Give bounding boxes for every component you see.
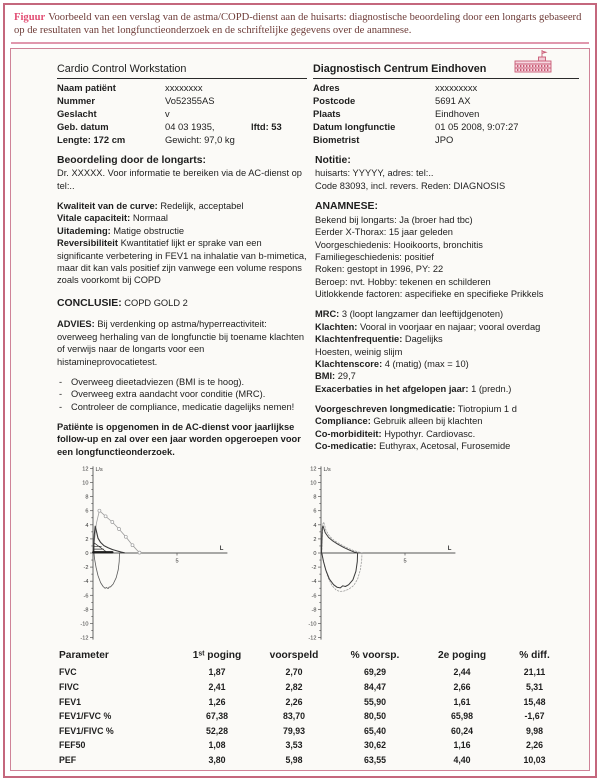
flow-volume-chart-first-attempt-vs-predicted xyxy=(69,461,237,647)
advice-section xyxy=(57,318,307,367)
mrc-label: BMI: xyxy=(315,371,336,382)
mrc-label: Exacerbaties in het afgelopen jaar: xyxy=(315,383,469,394)
mrc-value: Hoesten, weinig slijm xyxy=(315,346,403,357)
centre-info-list xyxy=(313,82,579,147)
medication-label: Voorgeschreven longmedicatie: xyxy=(315,403,456,414)
table-row xyxy=(59,682,564,692)
mrc-value: 3 (loopt langzamer dan leeftijdgenoten) xyxy=(341,309,504,320)
anamnese-line: Voorgeschiedenis: Hooikoorts, bronchitis xyxy=(315,239,483,250)
parameter-name: FVC xyxy=(59,667,77,678)
value-pct-predicted: 63,55 xyxy=(363,754,386,765)
field-value: xxxxxxxxx xyxy=(435,81,478,93)
field-value: v xyxy=(165,107,170,119)
advice-bullet xyxy=(57,401,307,413)
value-second-attempt: 1,16 xyxy=(453,740,471,751)
advice-bullet xyxy=(57,388,307,400)
value-first-attempt: 1,87 xyxy=(208,667,226,678)
advice-bullet xyxy=(57,376,307,388)
mrc-value: 4 (matig) (max = 10) xyxy=(384,358,469,369)
svg-text:4: 4 xyxy=(313,523,317,530)
svg-text:L: L xyxy=(447,546,452,553)
value-pct-predicted: 80,50 xyxy=(363,711,386,722)
value-second-attempt: 2,44 xyxy=(453,667,471,678)
value-pct-predicted: 65,40 xyxy=(363,725,386,736)
quality-line xyxy=(57,212,307,224)
patient-info-list xyxy=(57,82,307,147)
field-value: JPO xyxy=(435,133,454,145)
value-pct-predicted: 84,47 xyxy=(363,682,386,693)
value-second-attempt: 60,24 xyxy=(450,725,473,736)
note-line: huisarts: YYYYY, adres: tel:.. xyxy=(315,168,434,179)
advice-bullets xyxy=(57,376,307,413)
quality-line xyxy=(57,200,307,212)
value-pct-predicted: 69,29 xyxy=(363,667,386,678)
value-second-attempt: 4,40 xyxy=(453,754,471,765)
value-predicted: 3,53 xyxy=(285,740,303,751)
svg-text:12: 12 xyxy=(310,466,317,473)
value-first-attempt: 52,28 xyxy=(205,725,228,736)
medication-value: Euthyrax, Acetosal, Furosemide xyxy=(379,441,511,452)
col-header: % diff. xyxy=(519,650,550,662)
patient-info-row xyxy=(57,134,307,147)
svg-text:4: 4 xyxy=(85,523,89,530)
value-second-attempt: 2,66 xyxy=(453,682,471,693)
quality-line xyxy=(57,237,307,286)
mrc-value: 29,7 xyxy=(337,371,356,382)
advice-label: ADVIES: xyxy=(57,319,95,330)
svg-text:-6: -6 xyxy=(311,593,317,600)
medication-label: Compliance: xyxy=(315,416,371,427)
svg-text:10: 10 xyxy=(310,480,317,487)
medication-line xyxy=(315,403,579,415)
field-value: Eindhoven xyxy=(435,107,480,119)
svg-text:-12: -12 xyxy=(308,636,317,643)
col-header: % voorsp. xyxy=(350,650,400,662)
medication-line xyxy=(315,428,579,440)
field-value: 5691 AX xyxy=(435,94,471,106)
anamnese-line: Familiegeschiedenis: positief xyxy=(315,252,434,263)
patient-info-row xyxy=(57,82,307,95)
value-first-attempt: 1,08 xyxy=(208,740,226,751)
svg-text:L/s: L/s xyxy=(95,467,103,474)
medication-line xyxy=(315,440,579,452)
anamnese-line: Roken: gestopt in 1996, PY: 22 xyxy=(315,264,444,275)
field-value: xxxxxxxx xyxy=(165,81,203,93)
followup-paragraph: Patiënte is opgenomen in de AC-dienst voor jaarlijkse follow-up en zal over een jaar worden opgeroepen voor een longfunctieonderzoek. xyxy=(57,421,301,457)
svg-text:8: 8 xyxy=(85,495,89,502)
centre-info-row xyxy=(313,134,579,147)
parameter-name: FIVC xyxy=(59,682,80,693)
quality-value: Kwantitatief lijkt er sprake van een significante verbetering in FEV1 na inhalatie van b-mimetica, maar dit kan vals positief zijn vanwege een volume respons zoals voorkomt bij COPD xyxy=(57,238,307,286)
mrc-label: MRC: xyxy=(315,309,340,320)
curve-quality-section xyxy=(57,200,307,287)
parameter-name: PEF xyxy=(59,754,77,765)
figure-caption-label: Figuur xyxy=(14,12,46,23)
quality-value: Normaal xyxy=(132,213,168,224)
value-predicted: 2,82 xyxy=(285,682,303,693)
value-second-attempt: 1,61 xyxy=(453,696,471,707)
note-line: Code 83093, incl. revers. Reden: DIAGNOSIS xyxy=(315,180,506,191)
svg-text:-4: -4 xyxy=(83,579,89,586)
note-lines xyxy=(315,167,579,192)
svg-text:5: 5 xyxy=(403,558,407,565)
value-pct-diff: -1,67 xyxy=(524,711,545,722)
svg-text:-8: -8 xyxy=(311,607,317,614)
svg-text:-10: -10 xyxy=(308,621,317,628)
value-pct-predicted: 30,62 xyxy=(363,740,386,751)
centre-info-row xyxy=(313,108,579,121)
svg-text:L/s: L/s xyxy=(323,467,331,474)
flow-volume-charts xyxy=(69,461,579,647)
centre-title: Diagnostisch Centrum Eindhoven xyxy=(313,62,579,79)
field-label: Biometrist xyxy=(313,133,360,145)
flow-volume-chart-first-vs-second-attempt xyxy=(297,461,465,647)
field-extra xyxy=(251,134,307,147)
medication-section xyxy=(315,403,579,452)
right-column xyxy=(315,154,579,461)
svg-text:2: 2 xyxy=(85,537,89,544)
field-extra xyxy=(251,95,307,108)
svg-text:10: 10 xyxy=(82,480,89,487)
value-predicted: 2,26 xyxy=(285,696,303,707)
value-first-attempt: 67,38 xyxy=(205,711,228,722)
workstation-block xyxy=(57,62,307,147)
parameter-table-header xyxy=(59,650,564,661)
conclusion-label: CONCLUSIE: xyxy=(57,297,122,309)
mrc-value: Vooral in voorjaar en najaar; vooral overdag xyxy=(359,321,541,332)
value-first-attempt: 3,80 xyxy=(208,754,226,765)
anamnese-line: Bekend bij longarts: Ja (broer had tbc) xyxy=(315,214,473,225)
value-pct-diff: 10,03 xyxy=(523,754,546,765)
institution-logo xyxy=(513,49,553,75)
assessment-text: Dr. XXXXX. Voor informatie te bereiken via de AC-dienst op tel:.. xyxy=(57,168,302,191)
value-pct-diff: 15,48 xyxy=(523,696,546,707)
svg-text:6: 6 xyxy=(85,509,89,516)
medication-value: Tiotropium 1 d xyxy=(457,403,517,414)
value-pct-diff: 2,26 xyxy=(525,740,544,751)
value-predicted: 2,70 xyxy=(285,667,303,678)
value-pct-diff: 5,31 xyxy=(525,682,544,693)
table-row xyxy=(59,711,564,721)
medication-label: Co-medicatie: xyxy=(315,441,377,452)
bullet-text: Overweeg extra aandacht voor conditie (MRC). xyxy=(71,389,266,400)
mrc-value: Dagelijks xyxy=(404,334,443,345)
field-value: 01 05 2008, 9:07:27 xyxy=(435,120,519,132)
note-section xyxy=(315,154,579,193)
left-column xyxy=(57,154,307,461)
anamnese-line: Eerder X-Thorax: 15 jaar geleden xyxy=(315,227,453,238)
medication-value: Hypothyr. Cardiovasc. xyxy=(384,428,476,439)
field-value: 04 03 1935, xyxy=(165,120,215,132)
conclusion-value: COPD GOLD 2 xyxy=(124,297,188,308)
patient-info-row xyxy=(57,121,307,134)
parameter-name: FEV1 xyxy=(59,696,82,707)
mrc-section xyxy=(315,308,579,395)
anamnese-lines xyxy=(315,214,579,301)
parameter-table xyxy=(59,650,564,765)
value-predicted: 79,93 xyxy=(282,725,305,736)
mrc-line xyxy=(315,346,579,358)
field-value: Gewicht: 97,0 kg xyxy=(165,133,235,145)
col-header: voorspeld xyxy=(269,650,319,662)
field-label: Plaats xyxy=(313,107,341,119)
bullet-text: Controleer de compliance, medicatie dagelijks nemen! xyxy=(71,401,295,412)
quality-label: Vitale capaciteit: xyxy=(57,213,131,224)
field-extra: lftd: 53 xyxy=(251,120,282,132)
svg-text:2: 2 xyxy=(313,537,317,544)
mrc-line xyxy=(315,358,579,370)
svg-text:-8: -8 xyxy=(83,607,89,614)
field-extra xyxy=(251,108,307,121)
svg-text:0: 0 xyxy=(85,551,89,558)
field-label: Geb. datum xyxy=(57,120,109,132)
value-first-attempt: 2,41 xyxy=(208,682,226,693)
field-label: Naam patiënt xyxy=(57,81,116,93)
value-pct-diff: 9,98 xyxy=(525,725,544,736)
medication-label: Co-morbiditeit: xyxy=(315,428,382,439)
parameter-name: FEF50 xyxy=(59,740,86,751)
parameter-name: FEV1/FVC % xyxy=(59,711,112,722)
svg-text:0: 0 xyxy=(313,551,317,558)
table-row xyxy=(59,726,564,736)
report-page xyxy=(10,48,590,771)
centre-info-row xyxy=(313,95,579,108)
parameter-table-body xyxy=(59,667,564,765)
table-row xyxy=(59,755,564,765)
svg-text:L: L xyxy=(219,546,224,553)
svg-text:-10: -10 xyxy=(80,621,89,628)
quality-label: Reversibiliteit xyxy=(57,238,118,249)
table-row xyxy=(59,697,564,707)
quality-value: Redelijk, acceptabel xyxy=(160,201,244,212)
patient-info-row xyxy=(57,108,307,121)
quality-label: Kwaliteit van de curve: xyxy=(57,201,158,212)
workstation-title: Cardio Control Workstation xyxy=(57,62,307,79)
assessment-section xyxy=(57,154,307,193)
quality-value: Matige obstructie xyxy=(113,225,185,236)
col-header: 2e poging xyxy=(437,650,487,662)
figure-caption-text: Voorbeeld van een verslag van de astma/COPD-dienst aan de huisarts: diagnostische beoordeling door een longarts gebaseerd op de resultaten van het longfunctieonderzoek en de schriftelijke gegevens over de anamnese. xyxy=(14,12,582,36)
anamnese-title: ANAMNESE: xyxy=(315,201,378,213)
parameter-name: FEV1/FIVC % xyxy=(59,725,114,736)
col-header: Parameter xyxy=(59,650,109,662)
field-label: Adres xyxy=(313,81,340,93)
quality-line xyxy=(57,225,307,237)
svg-text:8: 8 xyxy=(313,495,317,502)
bullet-dash: - xyxy=(59,376,63,387)
bullet-dash: - xyxy=(59,389,63,400)
figure-caption xyxy=(10,10,590,38)
mrc-label: Klachtenfrequentie: xyxy=(315,334,403,345)
bullet-dash: - xyxy=(59,401,63,412)
report-body xyxy=(57,154,579,461)
mrc-line xyxy=(315,370,579,382)
svg-text:-12: -12 xyxy=(80,636,89,643)
mrc-line xyxy=(315,383,579,395)
value-pct-predicted: 55,90 xyxy=(363,696,386,707)
field-label: Lengte: 172 cm xyxy=(57,133,126,145)
mrc-value: 1 (predn.) xyxy=(471,383,512,394)
field-extra xyxy=(251,82,307,95)
mrc-line xyxy=(315,308,579,320)
mrc-label: Klachten: xyxy=(315,321,358,332)
bullet-text: Overweeg dieetadviezen (BMI is te hoog). xyxy=(71,376,245,387)
col-header: 1ˢᵗ poging xyxy=(192,650,242,662)
anamnese-section xyxy=(315,200,579,300)
centre-info-row xyxy=(313,82,579,95)
caption-divider xyxy=(11,42,589,44)
advice-text: Bij verdenking op astma/hyperreactiviteit: overweeg herhaling van de longfunctie bij toename klachten of verwijs naar de longarts voor een histamineprovocatietest. xyxy=(57,319,305,367)
anamnese-line: Beroep: nvt. Hobby: tekenen en schilderen xyxy=(315,276,491,287)
table-row xyxy=(59,740,564,750)
quality-label: Uitademing: xyxy=(57,225,111,236)
medication-line xyxy=(315,415,579,427)
field-label: Postcode xyxy=(313,94,356,106)
value-predicted: 5,98 xyxy=(285,754,303,765)
field-label: Datum longfunctie xyxy=(313,120,396,132)
svg-text:-4: -4 xyxy=(311,579,317,586)
patient-header xyxy=(57,62,579,147)
field-value: Vo52355AS xyxy=(165,94,215,106)
anamnese-line: Uitlokkende factoren: aspecifieke en specifieke Prikkels xyxy=(315,289,544,300)
svg-text:12: 12 xyxy=(82,466,89,473)
table-row xyxy=(59,667,564,677)
mrc-line xyxy=(315,333,579,345)
mrc-line xyxy=(315,321,579,333)
assessment-title: Beoordeling door de longarts: xyxy=(57,154,206,166)
medication-value: Gebruik alleen bij klachten xyxy=(373,416,483,427)
svg-text:-6: -6 xyxy=(83,593,89,600)
conclusion-section xyxy=(57,297,307,311)
mrc-label: Klachtenscore: xyxy=(315,358,383,369)
value-first-attempt: 1,26 xyxy=(208,696,226,707)
svg-text:5: 5 xyxy=(175,558,179,565)
value-predicted: 83,70 xyxy=(282,711,305,722)
svg-text:6: 6 xyxy=(313,509,317,516)
svg-text:-2: -2 xyxy=(311,565,317,572)
patient-info-row xyxy=(57,95,307,108)
figure-frame xyxy=(3,3,597,778)
field-label: Nummer xyxy=(57,94,96,106)
svg-text:-2: -2 xyxy=(83,565,89,572)
value-second-attempt: 65,98 xyxy=(450,711,473,722)
note-title: Notitie: xyxy=(315,154,351,166)
value-pct-diff: 21,11 xyxy=(523,667,546,678)
field-label: Geslacht xyxy=(57,107,97,119)
centre-info-row xyxy=(313,121,579,134)
